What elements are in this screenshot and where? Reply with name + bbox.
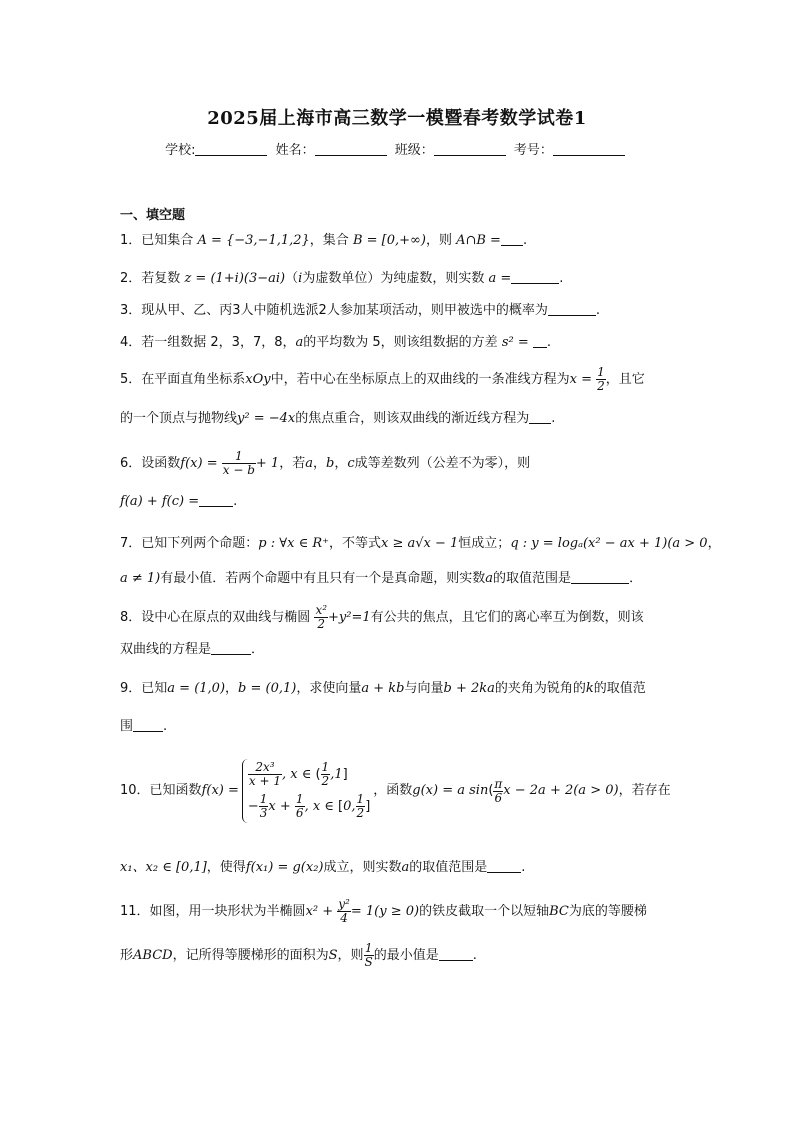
- question-number: 1．: [120, 233, 142, 248]
- question-text: ．: [251, 642, 265, 657]
- denominator: 4: [340, 911, 348, 925]
- question-text: 在平面直角坐标系: [141, 372, 246, 387]
- math-expression: f(x) =: [201, 783, 239, 798]
- question-11-line-2: [120, 942, 686, 969]
- question-text: .: [522, 233, 528, 248]
- numerator: 1: [259, 792, 268, 806]
- question-text: 已知: [141, 681, 168, 696]
- denominator: 2: [597, 379, 605, 393]
- question-text: 的一个顶点与抛物线: [120, 411, 238, 426]
- numerator: y²: [338, 897, 350, 911]
- answer-blank[interactable]: [501, 232, 523, 246]
- question-text: ，: [225, 681, 239, 696]
- numerator: 1: [295, 792, 304, 806]
- question-text: .: [551, 411, 556, 426]
- math-expression: f(a) + f(c) =: [120, 494, 200, 509]
- fraction: [222, 450, 256, 477]
- answer-blank[interactable]: [439, 947, 473, 961]
- math-expression: S: [328, 948, 338, 963]
- math-expression: k: [585, 681, 594, 696]
- question-text: 的取值范围是: [409, 860, 488, 875]
- math-expression: f(x) =: [180, 456, 218, 471]
- math-expression: , x ∈: [304, 799, 334, 814]
- question-10-line-2: [120, 859, 686, 877]
- math-expression: B = [0,+∞): [352, 233, 426, 248]
- class-label: 班级：: [394, 143, 434, 158]
- fraction: [259, 793, 269, 820]
- question-6-line-2: [120, 493, 686, 511]
- school-blank[interactable]: [195, 142, 267, 156]
- numerator: 1: [356, 792, 365, 806]
- question-number: 3．: [120, 303, 142, 318]
- question-text: ，函数: [373, 783, 413, 798]
- piecewise-function: [242, 759, 370, 823]
- numerator: π: [494, 776, 503, 791]
- question-number: 8．: [120, 610, 142, 625]
- question-text: 为虚数单位）为纯虚数，则实数: [302, 271, 485, 286]
- question-text: 有最小值．若两个命题中有且只有一个是真命题，则实数: [160, 571, 486, 586]
- question-text: .: [559, 271, 564, 286]
- denominator: 3: [259, 806, 268, 820]
- question-text: 的夹角为锐角的: [494, 681, 586, 696]
- question-text: .: [546, 335, 552, 350]
- math-expression: a = (1,0): [167, 681, 226, 696]
- question-text: .: [163, 719, 168, 734]
- question-text: 的最小值是: [373, 948, 439, 963]
- question-number: 2．: [120, 271, 142, 286]
- question-number: 10．: [120, 783, 150, 798]
- question-text: ，若: [279, 456, 306, 471]
- math-expression: s² =: [501, 335, 529, 350]
- question-text: （: [285, 271, 299, 286]
- question-text: ，: [334, 456, 348, 471]
- question-text: 若复数: [141, 271, 181, 286]
- denominator: 2: [321, 774, 330, 788]
- answer-blank[interactable]: [199, 493, 233, 507]
- question-number: 11．: [120, 904, 150, 919]
- math-expression: x =: [569, 372, 593, 387]
- question-text: ，求使向量: [296, 681, 362, 696]
- fraction: [248, 761, 282, 788]
- question-text: ．: [629, 571, 643, 586]
- answer-blank[interactable]: [529, 410, 551, 424]
- question-text: 设中心在原点的双曲线与椭圆: [141, 610, 311, 625]
- question-text: 成立，则实数: [323, 860, 402, 875]
- math-expression: a + kb: [361, 681, 405, 696]
- question-9-line-2: [120, 718, 686, 736]
- question-text: 的取值范围是: [493, 571, 572, 586]
- math-expression: xOy: [245, 372, 271, 387]
- fraction: [314, 604, 328, 631]
- question-text: ，则: [425, 233, 452, 248]
- math-expression: y² = −4x: [237, 411, 296, 426]
- question-text: 围: [120, 719, 134, 734]
- question-11: [120, 898, 686, 925]
- question-text: 成等差数列（公差不为零），则: [354, 456, 531, 471]
- math-expression: A = {−3,−1,1,2}: [197, 233, 310, 248]
- math-expression: g(x) = a sin: [412, 783, 489, 798]
- fraction: [337, 898, 351, 925]
- denominator: 6: [494, 790, 503, 805]
- question-2: [120, 270, 686, 288]
- question-text: 双曲线的方程是: [120, 642, 212, 657]
- question-5: [120, 366, 686, 393]
- fraction: [493, 778, 503, 805]
- question-7-line-2: [120, 570, 686, 588]
- answer-blank[interactable]: [571, 570, 629, 584]
- numerator: 1: [597, 365, 605, 379]
- question-text: ，: [707, 536, 721, 551]
- math-expression: z = (1+i)(3−ai): [184, 271, 286, 286]
- question-8-line-2: [120, 641, 686, 659]
- question-text: 的平均数为 5，则该组数据的方差: [303, 335, 498, 350]
- piecewise-row-2: − $\frac{1}{3}$ x + $\frac{1}{6}$ , x ∈ [0, $\frac{1}{2}$ ]: [247, 792, 371, 820]
- student-info-line: [0, 139, 794, 158]
- question-text: ，使得: [206, 860, 246, 875]
- denominator: x − b: [222, 463, 255, 477]
- math-expression: +y²=1: [328, 610, 371, 625]
- question-text: ，且它: [605, 372, 645, 387]
- question-text: 设函数: [141, 456, 181, 471]
- math-expression: BC: [549, 904, 569, 919]
- name-blank[interactable]: [315, 142, 387, 156]
- math-expression: a =: [488, 271, 512, 286]
- math-expression: + 1: [255, 456, 280, 471]
- exam-title: 2025届上海市高三数学一模暨春考数学试卷1: [207, 108, 587, 129]
- math-expression: b = (0,1): [238, 681, 297, 696]
- math-expression: x₁、x₂ ∈ [0,1]: [120, 860, 207, 875]
- math-expression: −: [247, 799, 259, 814]
- fraction: [596, 366, 606, 393]
- name-label: 姓名：: [275, 143, 315, 158]
- question-text: ，若存在: [618, 783, 671, 798]
- question-text: ，: [312, 456, 326, 471]
- question-7: [120, 535, 721, 553]
- denominator: x + 1: [248, 774, 281, 788]
- fraction: [356, 793, 366, 820]
- numerator: 1: [321, 760, 330, 774]
- exam-number-blank[interactable]: [553, 142, 625, 156]
- question-text: 的焦点重合，则该双曲线的渐近线方程为: [295, 411, 530, 426]
- question-text: .: [595, 303, 600, 318]
- exam-number-label: 考号：: [513, 143, 553, 158]
- question-number: 6．: [120, 456, 142, 471]
- math-expression: , x ∈: [281, 767, 312, 782]
- fraction: [295, 793, 305, 820]
- math-expression: f(x₁) = g(x₂): [245, 860, 324, 875]
- math-expression: i: [298, 271, 303, 286]
- school-label: 学校:: [165, 143, 196, 158]
- question-text: ，记所得等腰梯形的面积为: [172, 948, 329, 963]
- math-expression: x +: [268, 799, 291, 814]
- question-text: 的铁皮截取一个以短轴: [419, 904, 550, 919]
- math-expression: = 1(y ≥ 0): [350, 904, 420, 919]
- question-text: 现从甲、乙、丙3人中随机选派2人参加某项活动，则甲被选中的概率为: [141, 303, 548, 318]
- math-expression: b: [325, 456, 335, 471]
- question-text: 已知下列两个命题：: [141, 536, 259, 551]
- math-expression: b + 2ka: [443, 681, 495, 696]
- math-expression: a: [305, 456, 313, 471]
- question-text: 的取值范: [593, 681, 646, 696]
- question-8: [120, 604, 686, 631]
- answer-blank[interactable]: [548, 302, 596, 316]
- math-expression: a ≠ 1): [120, 571, 161, 586]
- question-text: 中，若中心在坐标原点上的双曲线的一条准线方程为: [270, 372, 570, 387]
- denominator: S: [364, 955, 373, 969]
- math-expression: 0,: [343, 799, 356, 814]
- question-text: 若一组数据 2，3，7，8，: [141, 335, 296, 350]
- question-text: 与向量: [404, 681, 444, 696]
- math-expression: p : ∀x ∈ R⁺: [258, 536, 329, 551]
- question-1: [120, 232, 686, 250]
- question-text: 已知集合: [141, 233, 194, 248]
- question-text: ，不等式: [328, 536, 381, 551]
- section-heading: 一、填空题: [120, 208, 186, 223]
- question-text: 如图，用一块形状为半椭圆: [149, 904, 306, 919]
- math-expression: a: [295, 335, 304, 350]
- question-10: 10． 已知函数 f(x) = $\frac{\text{2x³}}{x + 1}$ , x ∈ ( $\frac{1}{2}$ ,1] − $\frac{1}{3}$ x + $\frac{1}{6}$ , x ∈ [0, $\frac{1}{2}$ ] ，函数 g(x) = a sin ( $\frac{\pi}{6}$ x − 2a + 2(a > 0) ，若存在: [120, 752, 686, 830]
- answer-blank[interactable]: [133, 718, 163, 732]
- question-number: 7．: [120, 536, 142, 551]
- numerator: 1: [364, 941, 373, 955]
- class-blank[interactable]: [434, 142, 506, 156]
- question-6: [120, 450, 686, 477]
- numerator: x²: [315, 603, 328, 617]
- question-text: .: [472, 948, 477, 963]
- question-4: [120, 334, 686, 352]
- denominator: 6: [295, 806, 304, 820]
- question-number: 4．: [120, 335, 142, 350]
- math-expression: x ≥ a√x − 1: [381, 536, 459, 551]
- fraction: [321, 761, 331, 788]
- denominator: 2: [356, 806, 365, 820]
- question-text: 恒成立；: [458, 536, 511, 551]
- answer-blank[interactable]: [533, 334, 547, 348]
- question-text: 有公共的焦点，且它们的离心率互为倒数，则该: [370, 610, 644, 625]
- question-text: ，则: [337, 948, 364, 963]
- question-number: 5．: [120, 372, 142, 387]
- question-text: 形: [120, 948, 134, 963]
- math-expression: ,1: [330, 767, 343, 782]
- question-text: .: [521, 860, 526, 875]
- question-text: 为底的等腰梯: [568, 904, 647, 919]
- piecewise-row-1: $\frac{\text{2x³}}{x + 1}$ , x ∈ ( $\frac{1}{2}$ ,1]: [248, 760, 348, 788]
- math-expression: a: [401, 860, 410, 875]
- question-text: ，集合: [309, 233, 349, 248]
- question-5-line-2: [120, 410, 686, 428]
- question-3: [120, 302, 686, 320]
- denominator: 2: [317, 617, 326, 631]
- math-expression: A∩B =: [456, 233, 501, 248]
- math-expression: x − 2a + 2(a > 0): [503, 783, 619, 798]
- math-expression: q : y = logₐ(x² − ax + 1)(a > 0: [510, 536, 708, 551]
- numerator: 2x³: [248, 761, 282, 775]
- answer-blank[interactable]: [211, 641, 251, 655]
- math-expression: ABCD: [133, 948, 173, 963]
- numerator: 1: [222, 450, 256, 464]
- answer-blank[interactable]: [511, 270, 559, 284]
- math-expression: a: [485, 571, 494, 586]
- answer-blank[interactable]: [487, 859, 521, 873]
- fraction: [364, 942, 374, 969]
- math-expression: c: [347, 456, 355, 471]
- math-expression: x² +: [305, 904, 334, 919]
- question-text: 已知函数: [149, 783, 202, 798]
- question-text: .: [233, 494, 238, 509]
- question-9: [120, 680, 686, 698]
- question-number: 9．: [120, 681, 142, 696]
